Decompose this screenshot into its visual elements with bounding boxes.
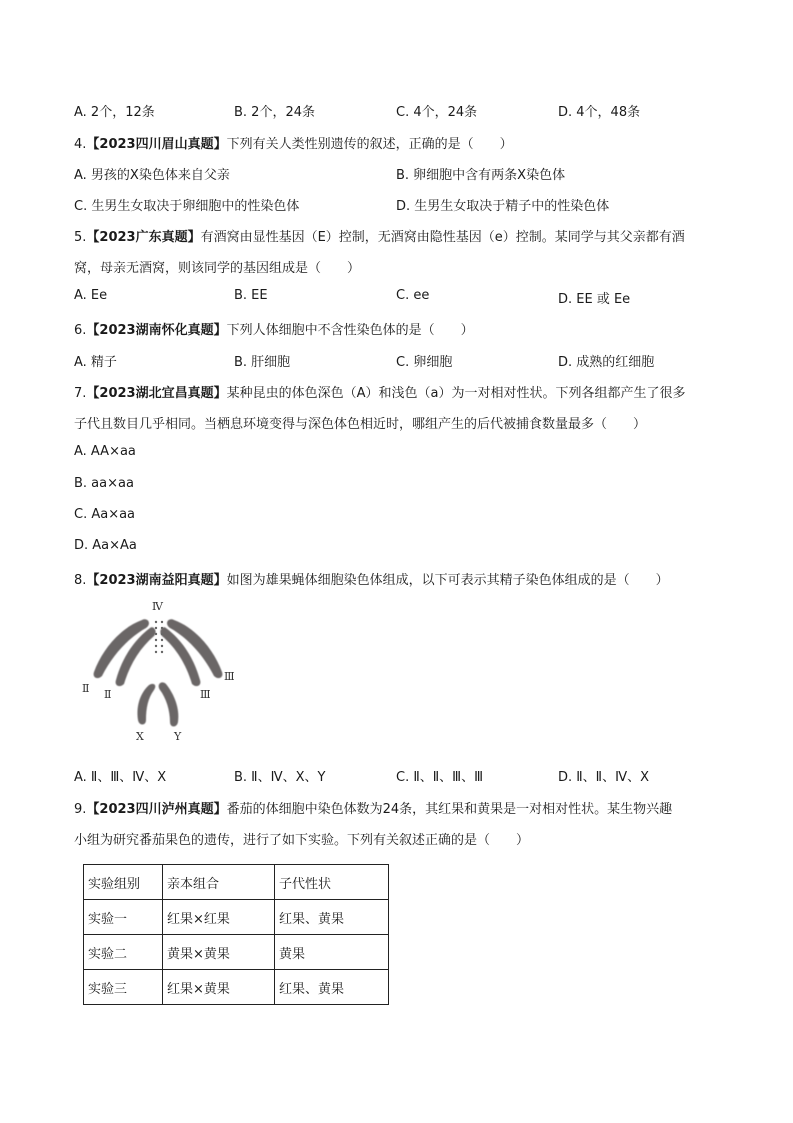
table-cell: 红果×红果 [163, 900, 275, 935]
q3-option-c: C. 4个，24条 [396, 105, 478, 120]
q8-stem [74, 569, 669, 588]
q6-stem [74, 319, 474, 338]
q8-number: 8. [74, 573, 87, 588]
chromosome-x [137, 684, 155, 725]
table-header-cell: 实验组别 [84, 865, 163, 900]
q3-options [74, 101, 734, 121]
fruit-fly-chromosome-figure [72, 598, 242, 754]
q3-option-d: D. 4个，48条 [558, 105, 641, 120]
table-row [84, 970, 389, 1005]
q6-option-d: D. 成熟的红细胞 [558, 355, 655, 370]
q5-option-a: A. Ee [74, 288, 108, 303]
q6-text: 下列人体细胞中不含性染色体的是（ ） [226, 323, 474, 338]
q4-option-d: D. 生男生女取决于精子中的性染色体 [396, 199, 610, 214]
q3-option-a: A. 2个，12条 [74, 105, 155, 120]
table-header-cell: 子代性状 [275, 865, 389, 900]
q8-source: 【2023湖南益阳真题】 [86, 573, 227, 588]
table-cell: 红果×黄果 [163, 970, 275, 1005]
label-ii-inner: Ⅱ [104, 688, 112, 701]
q5-source: 【2023广东真题】 [86, 230, 201, 245]
label-iii-inner: Ⅲ [200, 688, 211, 701]
q8-option-c: C. Ⅱ、Ⅱ、Ⅲ、Ⅲ [396, 770, 484, 785]
q4-source: 【2023四川眉山真题】 [86, 137, 227, 152]
table-cell: 红果、黄果 [275, 900, 389, 935]
q7-stem-line1 [74, 382, 685, 401]
q6-option-c: C. 卵细胞 [396, 355, 453, 370]
q5-text-1: 有酒窝由显性基因（E）控制，无酒窝由隐性基因（e）控制。某同学与其父亲都有酒 [200, 230, 685, 245]
q4-options-row2 [74, 195, 734, 215]
q7-number: 7. [74, 386, 87, 401]
q6-source: 【2023湖南怀化真题】 [86, 323, 227, 338]
label-iii-outer: Ⅲ [224, 670, 235, 683]
label-ii-outer: Ⅱ [82, 682, 90, 695]
table-cell: 实验一 [84, 900, 163, 935]
table-row [84, 935, 389, 970]
table-cell: 实验二 [84, 935, 163, 970]
q4-stem [74, 133, 513, 152]
q5-option-c: C. ee [396, 288, 430, 303]
q6-option-a: A. 精子 [74, 355, 117, 370]
q6-number: 6. [74, 323, 87, 338]
q9-source: 【2023四川泸州真题】 [86, 802, 227, 817]
q8-text: 如图为雄果蝇体细胞染色体组成，以下可表示其精子染色体组成的是（ ） [226, 573, 669, 588]
chromosome-y [159, 682, 179, 726]
q3-option-b: B. 2个，24条 [234, 105, 315, 120]
table-cell: 实验三 [84, 970, 163, 1005]
q7-source: 【2023湖北宜昌真题】 [86, 386, 227, 401]
q6-options [74, 351, 734, 371]
q4-number: 4. [74, 137, 87, 152]
q6-option-b: B. 肝细胞 [234, 355, 291, 370]
q5-option-d: D. EE 或 Ee [558, 292, 631, 307]
label-x: X [136, 730, 144, 743]
q4-option-a: A. 男孩的X染色体来自父亲 [74, 168, 230, 183]
q4-option-b: B. 卵细胞中含有两条X染色体 [396, 168, 566, 183]
table-cell: 黄果×黄果 [163, 935, 275, 970]
q5-option-b: B. EE [234, 288, 268, 303]
q4-options-row1 [74, 164, 734, 184]
q4-option-c: C. 生男生女取决于卵细胞中的性染色体 [74, 199, 300, 214]
q9-stem-line2: 小组为研究番茄果色的遗传，进行了如下实验。下列有关叙述正确的是（ ） [74, 833, 530, 848]
q5-options [74, 288, 734, 308]
q7-stem-line2: 子代且数目几乎相同。当栖息环境变得与深色体色相近时，哪组产生的后代被捕食数量最多（ ） [74, 417, 647, 432]
table-row [84, 900, 389, 935]
q5-number: 5. [74, 230, 87, 245]
q4-text: 下列有关人类性别遗传的叙述，正确的是（ ） [226, 137, 513, 152]
q7-option-b: B. aa×aa [74, 476, 134, 491]
label-y: Y [174, 730, 182, 743]
label-iv: Ⅳ [152, 600, 163, 613]
q5-stem-line1 [74, 226, 685, 245]
q7-text-1: 某种昆虫的体色深色（A）和浅色（a）为一对相对性状。下列各组都产生了很多 [226, 386, 686, 401]
q9-text-1: 番茄的体细胞中染色体数为24条，其红果和黄果是一对相对性状。某生物兴趣 [226, 802, 673, 817]
table-header-row [84, 865, 389, 900]
q9-number: 9. [74, 802, 87, 817]
q8-option-a: A. Ⅱ、Ⅲ、Ⅳ、X [74, 770, 167, 785]
q8-option-b: B. Ⅱ、Ⅳ、X、Y [234, 770, 326, 785]
q9-stem-line1 [74, 798, 672, 817]
q8-options [74, 766, 734, 786]
table-header-cell: 亲本组合 [163, 865, 275, 900]
q5-stem-line2: 窝，母亲无酒窝，则该同学的基因组成是（ ） [74, 261, 361, 276]
q7-option-d: D. Aa×Aa [74, 538, 137, 553]
table-cell: 红果、黄果 [275, 970, 389, 1005]
experiment-table [83, 864, 389, 1005]
q8-option-d: D. Ⅱ、Ⅱ、Ⅳ、X [558, 770, 649, 785]
q7-option-a: A. AA×aa [74, 444, 136, 459]
table-cell: 黄果 [275, 935, 389, 970]
q7-option-c: C. Aa×aa [74, 507, 136, 522]
